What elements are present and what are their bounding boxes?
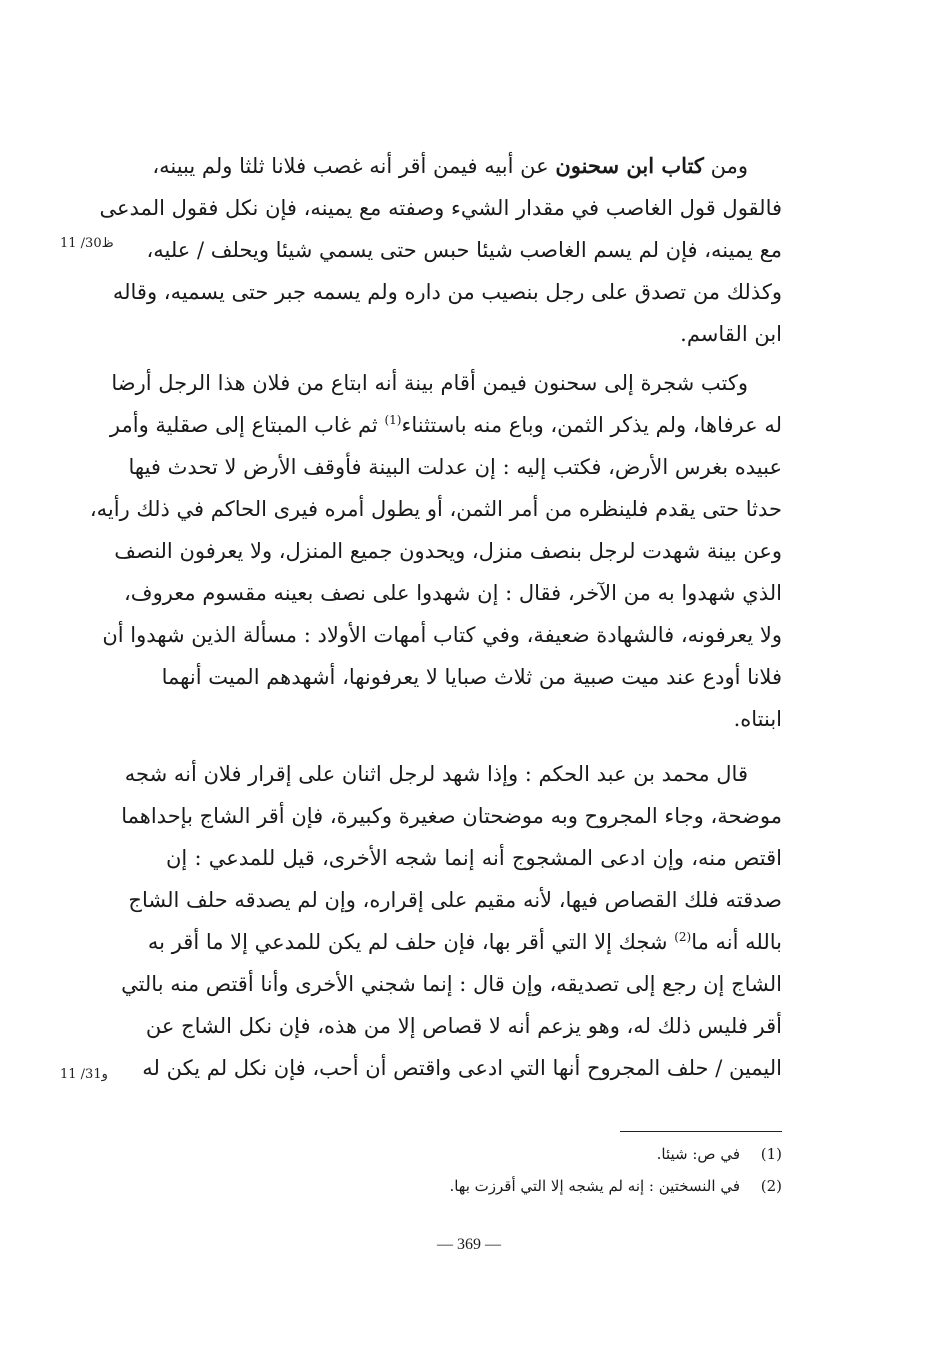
text-line: فلانا أودع عند ميت صبية من ثلاث صبايا لا يعرفونها، أشهدهم الميت أنهما: [161, 665, 782, 689]
text-line: له عرفاها، ولم يذكر الثمن، وباع منه باستثناء$^{(1)}$ ثم غاب المبتاع إلى صقلية وأمر: [109, 413, 782, 437]
paragraph-1: [99, 145, 782, 355]
text-line: الذي شهدوا به من الآخر، فقال : إن شهدوا على نصف بعينه مقسوم معروف،: [124, 581, 782, 605]
text-line: أقر فليس ذلك له، وهو يزعم أنه لا قصاص إلا من هذه، فإن نكل الشاج عن: [145, 1014, 782, 1038]
text-line: اقتص منه، وإن ادعى المشجوج أنه إنما شجه الأخرى، قيل للمدعي : إن: [166, 846, 782, 870]
text-line: بالله أنه ما$^{(2)}$ شجك إلا التي أقر بها، فإن حلف لم يكن للمدعي إلا ما أقر به: [147, 930, 782, 954]
footnote-text: في ص: شيئا.: [656, 1145, 740, 1163]
text-line: الشاج إن رجع إلى تصديقه، وإن قال : إنما شجني الأخرى وأنا أقتص منه بالتي: [121, 972, 782, 996]
text-line: فالقول قول الغاصب في مقدار الشيء وصفته مع يمينه، فإن نكل فقول المدعى: [99, 196, 782, 220]
footnote-number: (1): [760, 1145, 782, 1163]
text-line: مع يمينه، فإن لم يسم الغاصب شيئا حبس حتى يسمي شيئا ويحلف / عليه،: [146, 238, 782, 262]
text-line: ابنتاه.: [733, 707, 782, 731]
text-line: ومن كتاب ابن سحنون عن أبيه فيمن أقر أنه غصب فلانا ثلثا ولم يبينه،: [152, 153, 748, 178]
footnotes: [400, 1138, 782, 1202]
page-number: — 369 —: [437, 1236, 501, 1253]
text-line: وكتب شجرة إلى سحنون فيمن أقام بينة أنه ابتاع من فلان هذا الرجل أرضا: [111, 371, 748, 395]
paragraph-3: [121, 753, 782, 1089]
text-line: ابن القاسم.: [680, 322, 782, 346]
text-line: وعن بينة شهدت لرجل بنصف منزل، ويحدون جميع المنزل، ولا يعرفون النصف: [114, 539, 782, 563]
text-line: اليمين / حلف المجروح أنها التي ادعى واقتص أن أحب، فإن نكل لم يكن له: [142, 1056, 782, 1080]
footnote-ref: (1): [384, 413, 402, 427]
margin-folio-note: 11 /30ظ: [60, 236, 114, 251]
text-line: حدثا حتى يقدم فلينظره من أمر الثمن، أو يطول أمره فيرى الحاكم في ذلك رأيه،: [89, 497, 782, 521]
text-line: صدقته فلك القصاص فيها، لأنه مقيم على إقراره، وإن لم يصدقه حلف الشاج: [128, 888, 782, 912]
text-line: موضحة، وجاء المجروح وبه موضحتان صغيرة وكبيرة، فإن أقر الشاج بإحداهما: [121, 804, 782, 828]
text-line: قال محمد بن عبد الحكم : وإذا شهد لرجل اثنان على إقرار فلان أنه شجه: [124, 762, 748, 786]
margin-folio-note: 11 /31و: [60, 1067, 108, 1082]
text-line: وكذلك من تصدق على رجل بنصيب من داره ولم يسمه جبر حتى يسميه، وقاله: [112, 280, 782, 304]
footnote-text: في النسختين : إنه لم يشجه إلا التي أقرزت بها.: [449, 1177, 740, 1195]
footnote-divider: [620, 1131, 782, 1132]
footnote-item: [400, 1138, 782, 1170]
footnote-item: [400, 1170, 782, 1202]
footnote-ref: (2): [674, 930, 692, 944]
text-line: ولا يعرفونه، فالشهادة ضعيفة، وفي كتاب أمهات الأولاد : مسألة الذين شهدوا أن: [102, 623, 782, 647]
text-line: عبيده بغرس الأرض، فكتب إليه : إن عدلت البينة فأوقف الأرض لا تحدث فيها: [128, 455, 782, 479]
footnote-number: (2): [760, 1177, 782, 1195]
bold-source-title: كتاب ابن سحنون: [555, 153, 704, 178]
paragraph-2: [89, 362, 782, 740]
